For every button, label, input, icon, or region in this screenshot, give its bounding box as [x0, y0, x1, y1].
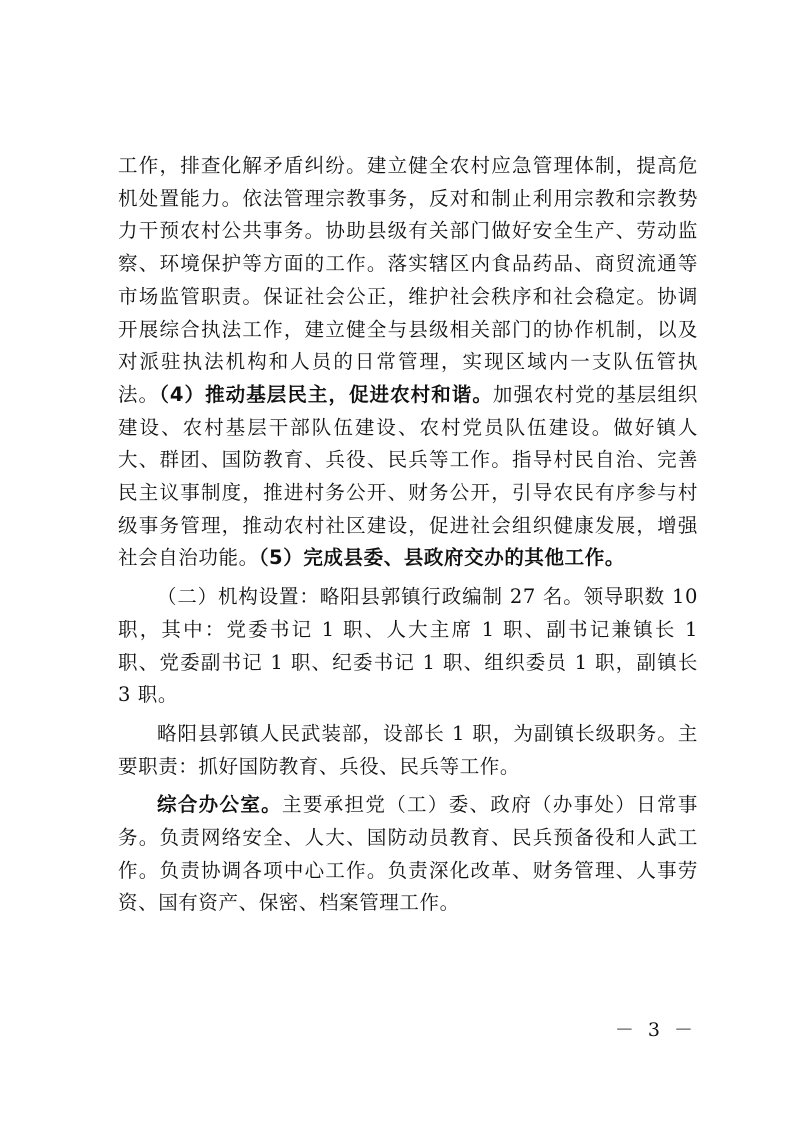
paragraph-institution-setup: （二）机构设置：略阳县郭镇行政编制 27 名。领导职数 10 职，其中：党委书记 1 职、人大主席 1 职、副书记兼镇长 1 职、党委副书记 1 职、纪委书记 1 职、组织委员 1 职，副镇长 3 职。	[118, 585, 698, 707]
paragraph-duties-continued	[118, 150, 698, 575]
general-office-heading: 综合办公室。	[157, 793, 283, 817]
paragraph-general-office	[118, 789, 698, 920]
document-body	[118, 150, 698, 920]
page-number: － 3 －	[614, 1019, 697, 1041]
item-4-heading: （4）推动基层民主，促进农村和谐。	[159, 382, 493, 406]
item-5-heading: （5）完成县委、县政府交办的其他工作。	[258, 546, 625, 570]
general-office-body: 主要承担党（工）委、政府（办事处）日常事务。负责网络安全、人大、国防动员教育、民兵预备役和人武工作。负责协调各项中心工作。负责深化改革、财务管理、人事劳资、国有资产、保密、档案管理工作。	[118, 793, 698, 915]
paragraph-armed-forces-department: 略阳县郭镇人民武装部，设部长 1 职，为副镇长级职务。主要职责：抓好国防教育、兵役、民兵等工作。	[118, 721, 698, 778]
paragraph-1-text: 工作，排查化解矛盾纠纷。建立健全农村应急管理体制，提高危机处置能力。依法管理宗教事务，反对和制止利用宗教和宗教势力干预农村公共事务。协助县级有关部门做好安全生产、劳动监察、环境保护等方面的工作。落实辖区内食品药品、商贸流通等市场监管职责。保证社会公正，维护社会秩序和社会稳定。协调开展综合执法工作，建立健全与县级相关部门的协作机制，以及对派驻执法机构和人员的日常管理，实现区域内一支队伍管执法。	[118, 154, 698, 406]
item-4-body: 加强农村党的基层组织建设、农村基层干部队伍建设、农村党员队伍建设。做好镇人大、群团、国防教育、兵役、民兵等工作。指导村民自治、完善民主议事制度，推进村务公开、财务公开，引导农民有序参与村级事务管理，推动农村社区建设，促进社会组织健康发展，增强社会自治功能。	[118, 382, 698, 570]
